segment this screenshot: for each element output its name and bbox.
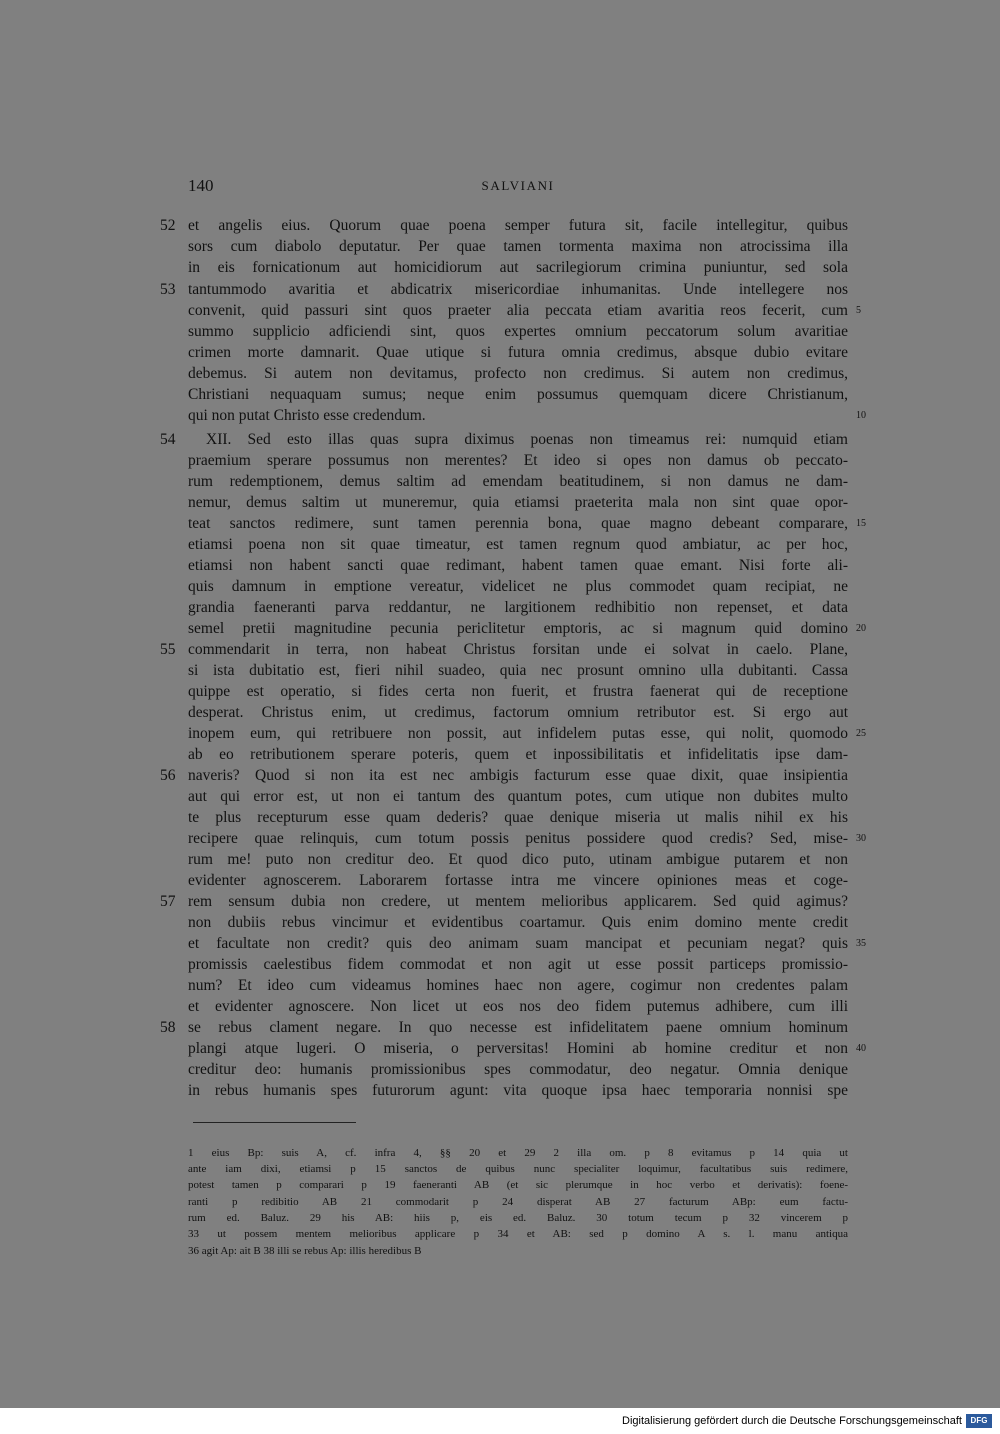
text-line: etiamsi poena non sit quae timeatur, est tamen regnum quod ambiatur, ac per hoc, xyxy=(188,536,848,553)
text-line: et angelis eius. Quorum quae poena semper futura sit, facile intellegitur, quibus xyxy=(188,217,848,234)
text-line: et facultate non credit? quis deo animam suam mancipat et pecuniam negat? quis xyxy=(188,935,848,952)
dfg-logo: DFG xyxy=(966,1414,992,1428)
footnote-line: 33 ut possem mentem melioribus applicare p 34 et AB: sed p domino A s. l. manu antiqua xyxy=(188,1228,848,1240)
text-line: tantummodo avaritia et abdicatrix misericordiae inhumanitas. Unde intellegere nos xyxy=(188,281,848,298)
page-header xyxy=(188,176,848,198)
text-line: naveris? Quod si non ita est nec ambigis facturum esse quae dixit, quae insipientia xyxy=(188,767,848,784)
paragraph-number: 57 xyxy=(160,893,176,910)
text-line: praemium sperare possumus non merentes? Et ideo si opes non damus ob peccato- xyxy=(188,452,848,469)
text-line: commendarit in terra, non habeat Christus forsitan unde ei solvat in caelo. Plane, xyxy=(188,641,848,658)
paragraph-number: 53 xyxy=(160,281,176,298)
text-line: aut qui error est, ut non ei tantum des quantum potes, cum utique non dubites multo xyxy=(188,788,848,805)
text-line: quis damnum in emptione vereatur, videlicet ne plus commodet quam recipiat, ne xyxy=(188,578,848,595)
line-number: 35 xyxy=(856,938,866,949)
text-line: evidenter agnoscerem. Laborarem fortasse intra me vincere opiniones meas et coge- xyxy=(188,872,848,889)
line-number: 40 xyxy=(856,1043,866,1054)
text-line: crimen morte damnarit. Quae utique si futura omnia credimus, absque dubio evitare xyxy=(188,344,848,361)
text-line: recipere quae relinquis, cum totum possis penitus possidere quod credis? Sed, mise- xyxy=(188,830,848,847)
text-line: rum redemptionem, demus saltim ad emendam beatitudinem, si non damus ne dam- xyxy=(188,473,848,490)
text-line: creditur deo: humanis promissionibus spes commodatur, deo negatur. Omnia denique xyxy=(188,1061,848,1078)
paragraph-number: 56 xyxy=(160,767,176,784)
text-line: XII. Sed esto illas quas supra diximus poenas non timeamus rei: numquid etiam xyxy=(206,431,848,448)
running-title: SALVIANI xyxy=(481,178,555,193)
text-line: plangi atque lugeri. O miseria, o perversitas! Homini ab homine creditur et non xyxy=(188,1040,848,1057)
text-line: teat sanctos redimere, sunt tamen perennia bona, quae magno debeant comparare, xyxy=(188,515,848,532)
line-number: 15 xyxy=(856,518,866,529)
text-line: si ista dubitatio est, fieri nihil suadeo, quia nec prosunt omnino ulla dubitanti. Cassa xyxy=(188,662,848,679)
text-line: quippe est operatio, si fides certa non fuerit, et frustra faenerat qui de receptione xyxy=(188,683,848,700)
text-line: convenit, quid passuri sint quos praeter alia peccata etiam avaritia reos fecerit, cum xyxy=(188,302,848,319)
text-line: num? Et ideo cum videamus homines haec non agere, cogimur non credentes palam xyxy=(188,977,848,994)
text-line: inopem eum, qui retribuere non possit, aut infidelem putas esse, qui nolit, quomodo xyxy=(188,725,848,742)
text-line: desperat. Christus enim, ut credimus, factorum omnium retributor est. Si ergo aut xyxy=(188,704,848,721)
footnote-line: 36 agit Ap: ait B 38 illi se rebus Ap: illis heredibus B xyxy=(188,1245,422,1257)
page-number: 140 xyxy=(188,176,214,195)
text-line: se rebus clament negare. In quo necesse est infidelitatem paene omnium hominum xyxy=(188,1019,848,1036)
text-line: ab eo retributionem sperare poteris, quem et inpossibilitatis et infidelitatis ipse dam- xyxy=(188,746,848,763)
line-number: 25 xyxy=(856,728,866,739)
text-line: debemus. Si autem non devitamus, profecto non credimus. Si autem non credimus, xyxy=(188,365,848,382)
text-line: summo supplicio adficiendi sint, quos expertes omnium peccatorum solum avaritiae xyxy=(188,323,848,340)
text-line: sors cum diabolo deputatur. Per quae tamen tormenta maxima non atrocissima illa xyxy=(188,238,848,255)
text-line: etiamsi non habent sancti quae redimant, habent tamen quae emant. Nisi forte ali- xyxy=(188,557,848,574)
footnote-line: potest tamen p comparari p 19 faeneranti AB (et sic plerumque in hoc verbo et derivatis): foene- xyxy=(188,1179,848,1191)
footnote-line: rum ed. Baluz. 29 his AB: hiis p, eis ed. Baluz. 30 totum tecum p 32 vincerem p xyxy=(188,1212,848,1224)
text-line: promissis caelestibus fidem commodat et non agit ut esse possit particeps promissio- xyxy=(188,956,848,973)
line-number: 30 xyxy=(856,833,866,844)
footnote-line: ranti p redibitio AB 21 commodarit p 24 disperat AB 27 facturum ABp: eum factu- xyxy=(188,1196,848,1208)
funding-notice: Digitalisierung gefördert durch die Deutsche Forschungsgemeinschaft xyxy=(622,1415,962,1427)
footnote-line: ante iam dixi, etiamsi p 15 sanctos de quibus nunc specialiter loquimur, facultatibus suis redimere, xyxy=(188,1163,848,1175)
line-number: 20 xyxy=(856,623,866,634)
text-line: in rebus humanis spes futurorum agunt: vita quoque ipsa haec temporaria nonnisi spe xyxy=(188,1082,848,1099)
text-line: nemur, demus saltim ut muneremur, quia etiamsi praeterita mala non sint quae opor- xyxy=(188,494,848,511)
text-line: rum me! puto non creditur deo. Et quod dico puto, utinam ambigue putarem et non xyxy=(188,851,848,868)
paragraph-number: 55 xyxy=(160,641,176,658)
paragraph-number: 52 xyxy=(160,217,176,234)
footnote-rule xyxy=(193,1122,356,1123)
footer-bar xyxy=(0,1408,1000,1434)
text-line: in eis fornicationum aut homicidiorum aut sacrilegiorum crimina puniuntur, sed sola xyxy=(188,259,848,276)
text-line: Christiani nequaquam sumus; neque enim possumus quemquam dicere Christianum, xyxy=(188,386,848,403)
line-number: 5 xyxy=(856,305,861,316)
text-line: non dubiis rebus vincimur et evidentibus coartamur. Quis enim domino mente credit xyxy=(188,914,848,931)
text-line: et evidenter agnoscere. Non licet ut eos nos deo fidem putemus adhibere, cum illi xyxy=(188,998,848,1015)
paragraph-number: 54 xyxy=(160,431,176,448)
paragraph-number: 58 xyxy=(160,1019,176,1036)
footnote-line: 1 eius Bp: suis A, cf. infra 4, §§ 20 et 29 2 illa om. p 8 evitamus p 14 quia ut xyxy=(188,1147,848,1159)
text-line: grandia faeneranti parva reddantur, ne largitionem redhibitio non repenset, et data xyxy=(188,599,848,616)
text-line: te plus recepturum esse quam dederis? quae denique miseria ut malis nihil ex his xyxy=(188,809,848,826)
line-number: 10 xyxy=(856,410,866,421)
text-line: rem sensum dubia non credere, ut mentem melioribus applicarem. Sed quid agimus? xyxy=(188,893,848,910)
text-line: semel pretii magnitudine pecunia periclitetur emptoris, ac si magnum quid domino xyxy=(188,620,848,637)
text-line: qui non putat Christo esse credendum. xyxy=(188,407,426,424)
